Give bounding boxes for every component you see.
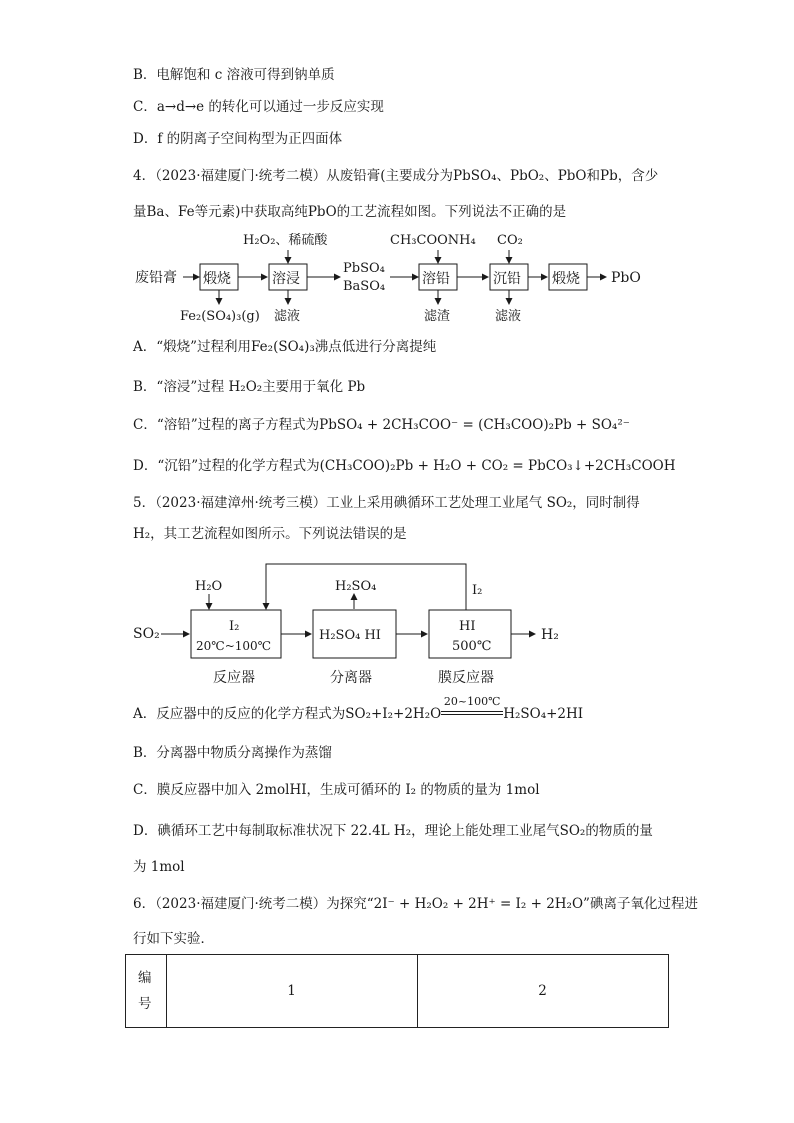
q5-membrane-label: 膜反应器 [438, 670, 494, 686]
q5-water-label: H₂O [195, 579, 223, 594]
q5-reactor-label: 反应器 [213, 670, 255, 686]
q3-option-c: C．a→d→e 的转化可以通过一步反应实现 [133, 99, 384, 115]
q6-stem-line1: 6．（2023·福建厦门·统考二模）为探究“2I⁻ + H₂O₂ + 2H⁺ = I₂ + 2H₂O”碘离子氧化过程进 [133, 896, 698, 912]
q4-stem-line2: 量Ba、Fe等元素)中获取高纯PbO的工艺流程如图。下列说法不正确的是 [133, 204, 567, 220]
q4-box-calcine-1-label: 煅烧 [203, 271, 231, 287]
q5-membrane-hi: HI [459, 619, 476, 634]
q4-box-dissolve-lead-label: 溶铅 [422, 271, 450, 287]
q4-stem-line1: 4．（2023·福建厦门·统考二模）从废铅膏(主要成分为PbSO₄、PbO₂、PbO和Pb，含少 [133, 168, 659, 184]
q6-table-header-cell [126, 955, 167, 1027]
q4-option-b: B．“溶浸”过程 H₂O₂主要用于氧化 Pb [133, 379, 366, 395]
q5-i2-recycle: I₂ [472, 583, 483, 598]
q3-option-d: D．f 的阴离子空间构型为正四面体 [133, 131, 343, 147]
q5-flow-diagram [125, 558, 585, 690]
q4-mid-baso4: BaSO₄ [343, 279, 386, 294]
q4-reagent-ch3coonh4: CH₃COONH₄ [390, 233, 476, 248]
q4-mid-pbso4: PbSO₄ [343, 261, 385, 276]
q4-box1-output: Fe₂(SO₄)₃(g) [180, 309, 260, 324]
q4-option-d: D．“沉铅”过程的化学方程式为(CH₃COO)₂Pb + H₂O + CO₂ = PbCO₃↓+2CH₃COOH [133, 458, 676, 474]
q6-stem-line2: 行如下实验． [133, 931, 214, 947]
q6-table-header-char2: 号 [138, 996, 152, 1012]
q4-box3-output: 滤渣 [424, 309, 451, 324]
q6-table-col1 [166, 955, 418, 1027]
q5-reactor-temp: 20℃~100℃ [196, 639, 272, 653]
q4-box4-output: 滤液 [495, 309, 522, 324]
q5-option-b: B．分离器中物质分离操作为蒸馏 [133, 745, 332, 761]
q6-table-col2-label: 2 [538, 983, 547, 999]
q4-reagent-h2o2: H₂O₂、稀硫酸 [243, 233, 328, 248]
q5-input-so2: SO₂ [133, 626, 160, 642]
q4-box-precipitate-label: 沉铅 [493, 271, 521, 287]
q5-reactor-i2: I₂ [229, 619, 240, 634]
q5-condition-text: 20~100℃ [443, 695, 501, 708]
q5-condition-arrow [441, 695, 503, 715]
q4-option-a: A．“煅烧”过程利用Fe₂(SO₄)₃沸点低进行分离提纯 [133, 339, 437, 355]
q4-option-c: C．“溶铅”过程的离子方程式为PbSO₄ + 2CH₃COO⁻ = (CH₃COO)₂Pb + SO₄²⁻ [133, 417, 630, 433]
q5-option-a-suffix: H₂SO₄+2HI [503, 706, 584, 722]
q4-start-label: 废铅膏 [135, 270, 177, 286]
q4-box-calcine-2-label: 煅烧 [552, 271, 580, 287]
q5-option-a-prefix: A．反应器中的反应的化学方程式为SO₂+I₂+2H₂O [133, 706, 442, 722]
q5-option-a [133, 695, 584, 723]
q5-output-h2: H₂ [541, 627, 559, 643]
q4-box-leach-label: 溶浸 [272, 271, 300, 287]
q5-stem-line1: 5．（2023·福建漳州·统考三模）工业上采用碘循环工艺处理工业尾气 SO₂，同时制得 [133, 495, 640, 511]
q5-option-d-line2: 为 1mol [133, 859, 185, 875]
q6-table-col1-label: 1 [287, 983, 296, 999]
q5-option-d-line1: D．碘循环工艺中每制取标准状况下 22.4L H₂，理论上能处理工业尾气SO₂的物质的量 [133, 823, 653, 839]
q5-stem-line2: H₂，其工艺流程如图所示。下列说法错误的是 [133, 526, 407, 542]
q4-end-label: PbO [611, 270, 641, 286]
q4-reagent-co2: CO₂ [497, 233, 523, 248]
q6-table-header-char1: 编 [138, 970, 152, 986]
q5-option-c: C．膜反应器中加入 2molHI，生成可循环的 I₂ 的物质的量为 1mol [133, 782, 540, 798]
q5-h2so4-out: H₂SO₄ [335, 579, 377, 594]
q5-separator-content: H₂SO₄ HI [319, 628, 381, 643]
q6-table-col2 [417, 955, 668, 1027]
q4-flow-diagram [125, 222, 665, 332]
q3-option-b: B．电解饱和 c 溶液可得到钠单质 [133, 67, 335, 83]
q5-separator-label: 分离器 [330, 670, 372, 686]
q6-experiment-table [125, 954, 669, 1028]
q5-membrane-temp: 500℃ [452, 639, 492, 654]
q4-box2-output: 滤液 [274, 309, 301, 324]
